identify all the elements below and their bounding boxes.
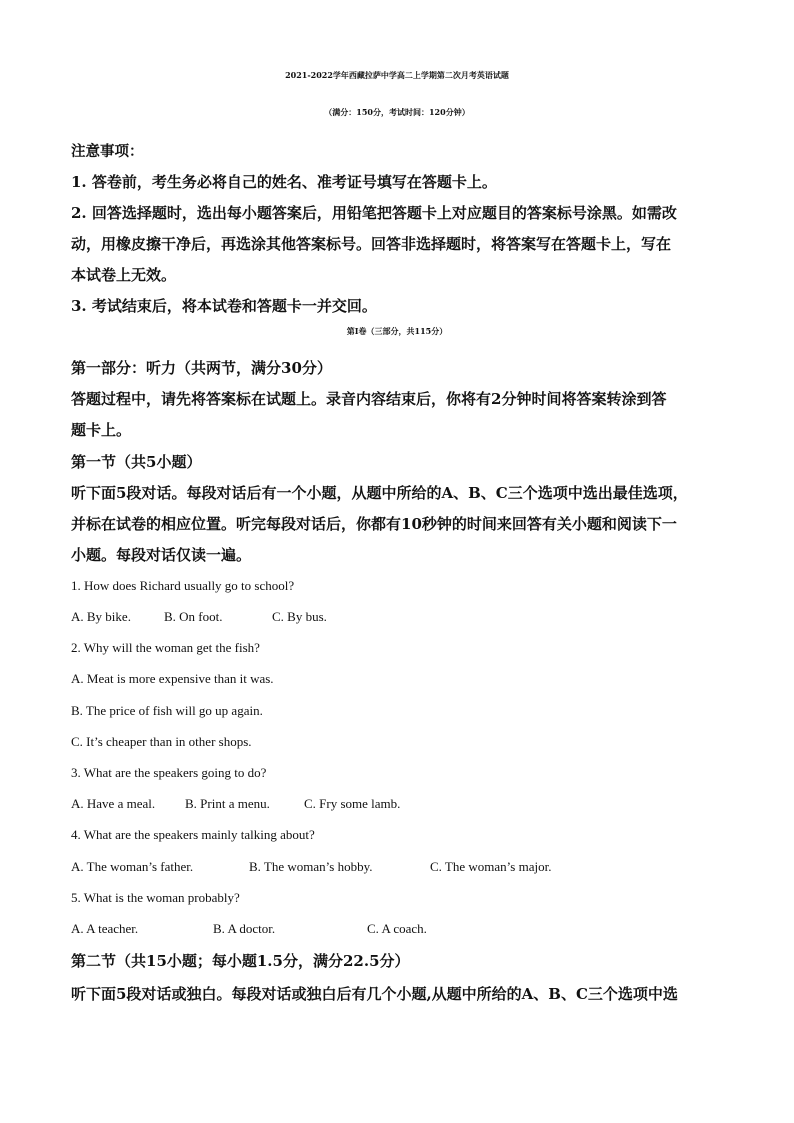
notes-item-3: 3. 考试结束后，将本试卷和答题卡一并交回。	[71, 297, 377, 315]
section-1-instruction-line-3: 小题。每段对话仅读一遍。	[71, 546, 252, 564]
section-2-heading: 第二节（共15小题；每小题1.5分，满分22.5分）	[71, 952, 410, 970]
section-1-instruction-line-1: 听下面5段对话。每段对话后有一个小题，从题中所给的A、B、C三个选项中选出最佳选项，	[71, 484, 688, 502]
notes-heading: 注意事项：	[71, 143, 144, 160]
question-2-option-a: A. Meat is more expensive than it was.	[71, 671, 274, 686]
question-4-option-a: A. The woman’s father.	[71, 859, 194, 874]
question-3-stem: 3. What are the speakers going to do?	[71, 765, 267, 780]
question-5-option-b: B. A doctor.	[213, 921, 276, 936]
question-5-option-c: C. A coach.	[367, 921, 427, 936]
question-4-option-c: C. The woman’s major.	[430, 859, 552, 874]
question-3-option-a: A. Have a meal.	[71, 796, 156, 811]
exam-subtitle: （满分：150分，考试时间：120分钟）	[324, 107, 470, 117]
question-2-stem: 2. Why will the woman get the fish?	[71, 640, 260, 655]
part-1-instruction-line-1: 答题过程中，请先将答案标在试题上。录音内容结束后，你将有2分钟时间将答案转涂到答	[71, 390, 667, 408]
question-1-stem: 1. How does Richard usually go to school?	[71, 578, 295, 593]
section-2-instruction-line-1: 听下面5段对话或独白。每段对话或独白后有几个小题,从题中所给的A、B、C三个选项中选	[71, 985, 678, 1003]
question-4-option-b: B. The woman’s hobby.	[249, 859, 373, 874]
notes-item-2-line-3: 本试卷上无效。	[71, 266, 177, 284]
section-1-heading: 第一节（共5小题）	[71, 453, 202, 471]
question-1-option-b: B. On foot.	[164, 609, 223, 624]
section-1-instruction-line-2: 并标在试卷的相应位置。听完每段对话后，你都有10秒钟的时间来回答有关小题和阅读下一	[71, 515, 677, 533]
question-3-option-c: C. Fry some lamb.	[304, 796, 401, 811]
exam-title: 2021-2022学年西藏拉萨中学高二上学期第二次月考英语试题	[285, 70, 509, 80]
question-4-stem: 4. What are the speakers mainly talking about?	[71, 827, 315, 842]
question-5-stem: 5. What is the woman probably?	[71, 890, 240, 905]
question-3-option-b: B. Print a menu.	[185, 796, 270, 811]
notes-item-1: 1. 答卷前，考生务必将自己的姓名、准考证号填写在答题卡上。	[71, 173, 497, 191]
notes-item-2-line-2: 动，用橡皮擦干净后，再选涂其他答案标号。回答非选择题时，将答案写在答题卡上，写在	[71, 235, 672, 253]
question-2-option-c: C. It’s cheaper than in other shops.	[71, 734, 252, 749]
volume-heading: 第Ⅰ卷（三部分，共115分）	[346, 326, 448, 336]
part-1-instruction-line-2: 题卡上。	[71, 421, 132, 439]
question-1-option-a: A. By bike.	[71, 609, 131, 624]
question-2-option-b: B. The price of fish will go up again.	[71, 703, 263, 718]
question-1-option-c: C. By bus.	[272, 609, 327, 624]
notes-item-2-line-1: 2. 回答选择题时，选出每小题答案后，用铅笔把答题卡上对应题目的答案标号涂黑。如需改	[71, 204, 677, 222]
question-5-option-a: A. A teacher.	[71, 921, 139, 936]
part-1-heading: 第一部分：听力（共两节，满分30分）	[71, 359, 332, 377]
